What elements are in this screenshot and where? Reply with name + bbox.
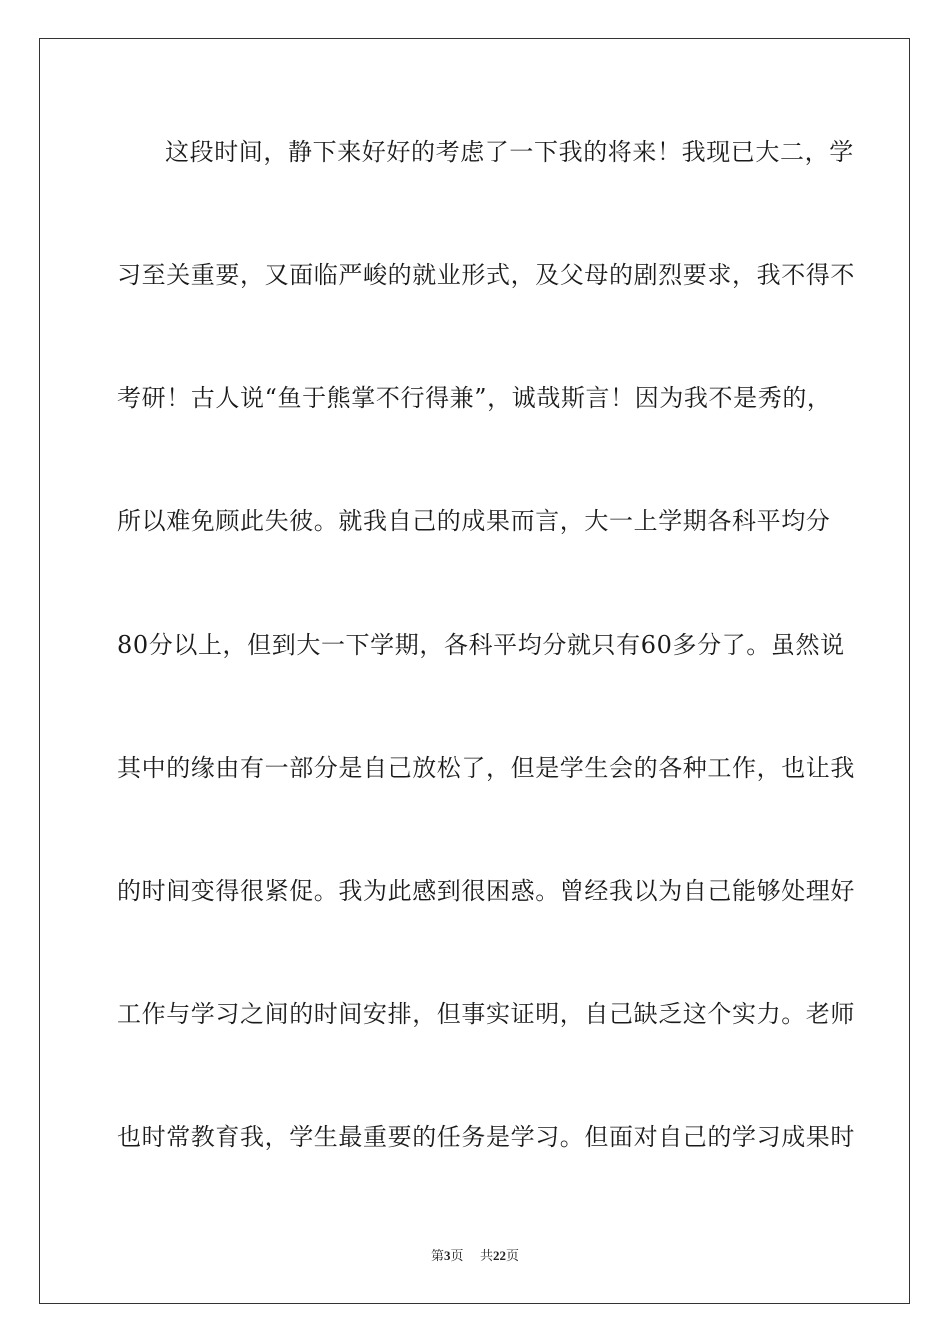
body-text-line: 所以难免顾此失彼。就我自己的成果而言，大一上学期各科平均分 [117, 507, 831, 535]
body-text-line: 工作与学习之间的时间安排，但事实证明，自己缺乏这个实力。老师 [117, 1000, 855, 1028]
page-footer [0, 1248, 950, 1265]
body-text-line: 习至关重要，又面临严峻的就业形式，及父母的剧烈要求，我不得不 [117, 261, 855, 289]
current-page-number: 3 [443, 1248, 451, 1263]
total-page-count: 22 [493, 1248, 507, 1263]
total-label-prefix: 共 [480, 1249, 494, 1264]
page-label-prefix: 第 [430, 1249, 444, 1264]
body-text-line: 这段时间，静下来好好的考虑了一下我的将来！我现已大二，学 [165, 138, 854, 166]
body-text-line: 也时常教育我，学生最重要的任务是学习。但面对自己的学习成果时 [117, 1123, 855, 1151]
page-border [39, 38, 910, 1304]
body-text-line: 的时间变得很紧促。我为此感到很困惑。曾经我以为自己能够处理好 [117, 877, 855, 905]
page-label-suffix: 页 [450, 1249, 464, 1264]
body-text-line: 考研！古人说“鱼于熊掌不行得兼”，诚哉斯言！因为我不是秀的， [117, 384, 832, 412]
total-label-suffix: 页 [506, 1249, 520, 1264]
body-text-line: 80分以上，但到大一下学期，各科平均分就只有60多分了。虽然说 [117, 631, 845, 659]
body-text-line: 其中的缘由有一部分是自己放松了，但是学生会的各种工作，也让我 [117, 754, 855, 782]
